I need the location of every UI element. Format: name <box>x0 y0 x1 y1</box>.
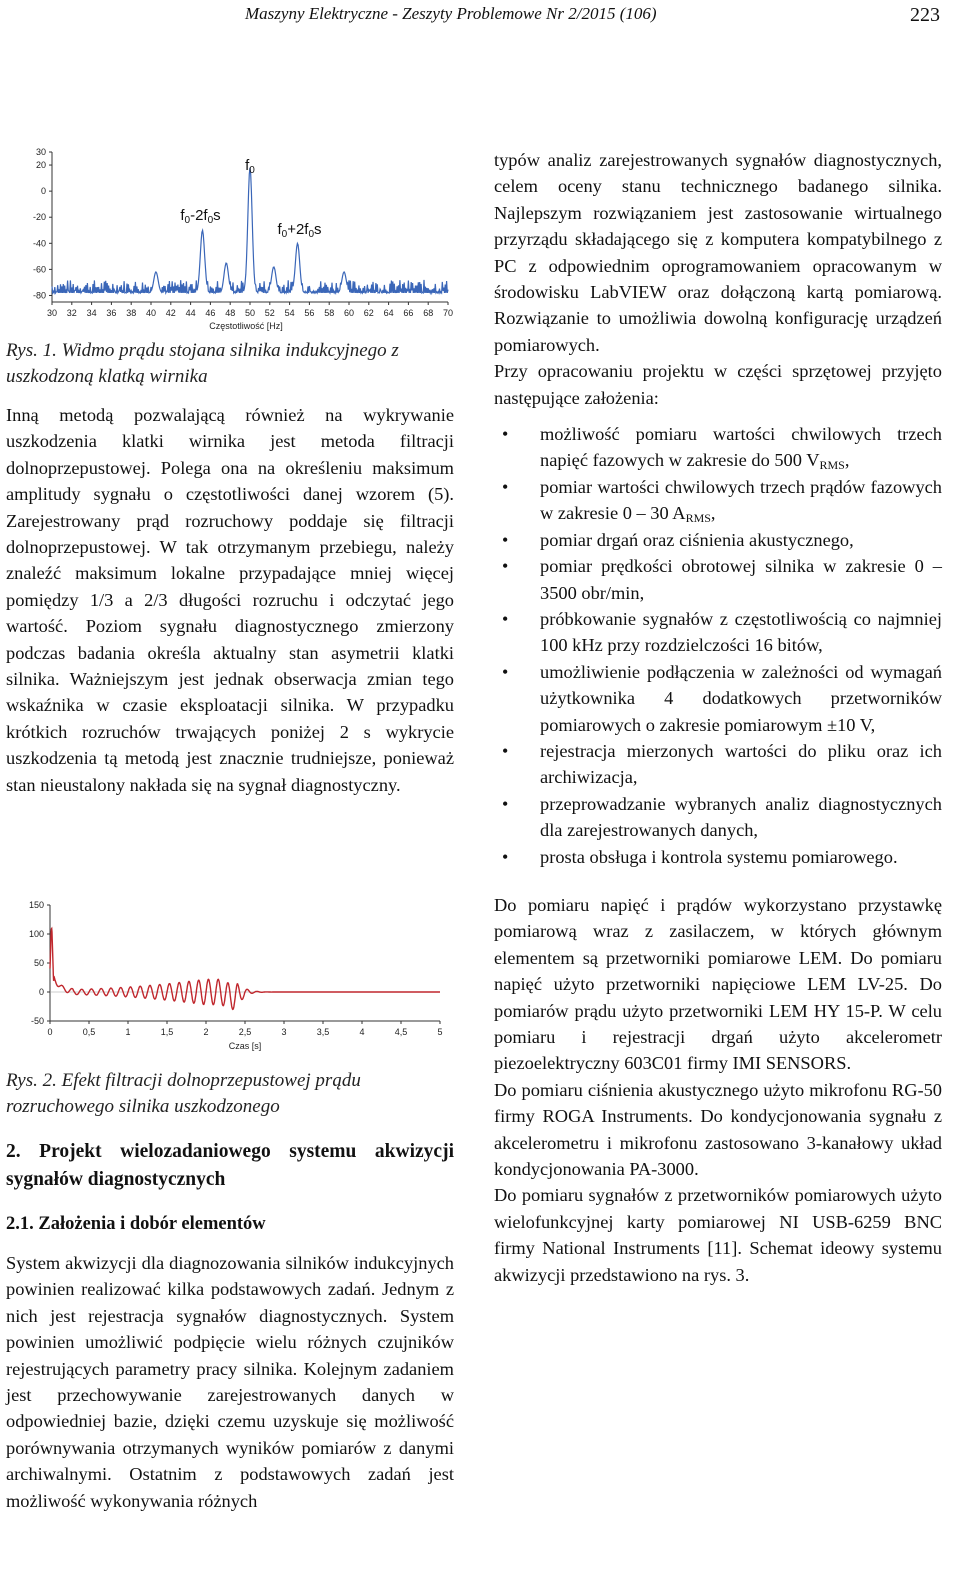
journal-title: Maszyny Elektryczne - Zeszyty Problemowe Nr 2/2015 (106) <box>245 4 657 23</box>
fig1-x-tick-label: 46 <box>205 308 216 318</box>
fig1-x-tick-label: 60 <box>343 308 355 318</box>
list-item: • pomiar drgań oraz ciśnienia akustycznego, <box>494 527 942 553</box>
fig2-x-tick-label: 5 <box>437 1027 443 1037</box>
left-para-1: Inną metodą pozwalającą również na wykrywanie uszkodzenia klatki wirnika jest metoda filtracji dolnoprzepustowej. Polega ona na określeniu maksimum amplitudy sygnału o częstotliwości danej wzorem (5). Zarejestrowany prąd rozruchowy poddaje się filtracji dolnoprzepustowej. W tak otrzymanym przebiegu, należy znaleźć maksimum lokalne przypadające mniej więcej pomiędzy 1/3 a 2/3 długości rozruchu i odczytać jego wartość. Poziom sygnału diagnostycznego zmierzony podczas badania określa aktualny stan asymetrii klatki silnika. Ważniejszym jest jednak obserwacja zmian tego wskaźnika w czasie eksploatacji silnika. W przypadku krótkich rozruchów trwających poniżej 2 s wykrycie uszkodzenia tą metodą jest znacznie trudniejsze, ponieważ stan nieustalony nakłada się na sygnał diagnostyczny. <box>6 405 454 795</box>
list-item: • pomiar wartości chwilowych trzech prądów fazowych w zakresie 0 – 30 $A_{RMS}$, <box>494 474 942 527</box>
right-para-2: Przy opracowaniu projektu w części sprzętowej przyjęto następujące założenia: <box>494 361 942 408</box>
fig2-current-line <box>50 929 440 1010</box>
fig2-y-tick-label: -50 <box>30 1016 44 1026</box>
fig1-x-ticks <box>47 302 453 318</box>
fig2-x-tick-label: 2,5 <box>238 1027 252 1037</box>
fig1-x-tick-label: 48 <box>225 308 236 318</box>
fig1-y-tick-label: -60 <box>32 264 46 275</box>
right-para-3: Do pomiaru napięć i prądów wykorzystano przystawkę pomiarową wraz z zasilaczem, w których głównym elementem są przetworniki pomiarowe LEM. Do pomiaru napięć użyto przetworniki napięciowe LEM LV-25. Do pomiarów prądu użyto przetworniki LEM HY 15-P. W celu pomiaru i rejestracji drgań użyto akcelerometr piezoelektryczny 603C01 firmy IMI SENSORS. <box>494 894 942 1074</box>
fig1-y-tick-label: 0 <box>40 186 46 197</box>
section-2-1-heading: 2.1. Założenia i dobór elementów <box>6 1214 266 1234</box>
figure-2-caption: Rys. 2. Efekt filtracji dolnoprzepustowej prądu rozruchowego silnika uszkodzonego <box>6 1070 361 1117</box>
fig2-x-tick-label: 0 <box>47 1027 53 1037</box>
list-item: • możliwość pomiaru wartości chwilowych trzech napięć fazowych w zakresie do 500 $V_{RMS}$, <box>494 421 942 474</box>
list-item: • pomiar prędkości obrotowej silnika w zakresie 0 – 3500 obr/min, <box>494 553 942 606</box>
list-item: • przeprowadzanie wybranych analiz diagnostycznych dla zarejestrowanych danych, <box>494 791 942 844</box>
figure-1-caption: Rys. 1. Widmo prądu stojana silnika indukcyjnego z uszkodzoną klatką wirnika <box>6 340 399 387</box>
fig2-x-tick-label: 1 <box>125 1027 131 1037</box>
figure-1-spectrum-chart <box>0 140 460 335</box>
fig1-x-tick-label: 56 <box>304 308 315 318</box>
page-number: 223 <box>910 4 940 26</box>
fig1-annotation: $f_0$ <box>245 157 255 176</box>
fig1-annotation: $f_0+2f_0s$ <box>277 221 322 240</box>
list-item: • prosta obsługa i kontrola systemu pomiarowego. <box>494 844 942 870</box>
fig1-x-tick-label: 62 <box>363 308 374 318</box>
fig2-axes <box>50 905 440 1021</box>
fig1-x-tick-label: 66 <box>403 308 414 318</box>
fig1-x-tick-label: 44 <box>185 308 196 318</box>
fig2-y-tick-label: 50 <box>33 958 44 968</box>
fig1-x-tick-label: 68 <box>423 308 434 318</box>
fig1-x-tick-label: 70 <box>442 308 454 318</box>
fig2-y-tick-label: 150 <box>28 900 44 910</box>
fig1-x-tick-label: 50 <box>244 308 256 318</box>
fig1-y-tick-label: 30 <box>35 147 46 157</box>
right-para-5: Do pomiaru sygnałów z przetworników pomiarowych użyto wielofunkcyjnej karty pomiarowej NI USB-6259 BNC firmy National Instruments [11]. Schemat ideowy systemu akwizycji przedstawiono na rys. 3. <box>494 1185 942 1285</box>
fig1-y-tick-label: -80 <box>32 290 46 301</box>
right-para-1: typów analiz zarejestrowanych sygnałów diagnostycznych, celem oceny stanu technicznego badanego silnika. Najlepszym rozwiązaniem jest zastosowanie wirtualnego przyrządu składającego się z komputera kompatybilnego z PC z odpowiednim oprogramowaniem opracowanym w środowisku LabVIEW oraz dołączoną kartą pomiarową. Rozwiązanie to umożliwia dowolną konfigurację urządzeń pomiarowych. <box>494 150 942 355</box>
fig1-annotation: $f_0-2f_0s$ <box>180 207 221 226</box>
fig2-y-tick-label: 0 <box>38 987 44 997</box>
fig2-y-ticks <box>29 900 50 1026</box>
fig1-x-tick-label: 32 <box>66 308 77 318</box>
left-column-lower <box>6 1138 454 1514</box>
fig2-x-tick-label: 4,5 <box>394 1027 408 1037</box>
fig1-x-tick-label: 52 <box>264 308 275 318</box>
fig1-y-ticks <box>33 147 52 300</box>
figure-2-current-chart <box>0 893 460 1055</box>
fig2-x-tick-label: 1,5 <box>160 1027 174 1037</box>
fig1-x-tick-label: 40 <box>145 308 157 318</box>
fig1-spectrum-line <box>52 168 448 293</box>
fig1-x-tick-label: 30 <box>46 308 58 318</box>
fig1-x-tick-label: 38 <box>126 308 137 318</box>
list-item: • rejestracja mierzonych wartości do pliku oraz ich archiwizacja, <box>494 738 942 791</box>
page-header <box>0 4 960 34</box>
fig1-y-tick-label: -20 <box>32 212 46 223</box>
left-column <box>6 402 454 798</box>
fig1-x-tick-label: 54 <box>284 308 295 318</box>
section-2-heading: 2. Projekt wielozadaniowego systemu akwizycji sygnałów diagnostycznych <box>6 1141 454 1190</box>
fig2-x-axis-label: Czas [s] <box>228 1041 262 1051</box>
fig1-x-tick-label: 42 <box>165 308 176 318</box>
fig1-y-tick-label: 20 <box>35 160 46 171</box>
list-item: • próbkowanie sygnałów z częstotliwością co najmniej 100 kHz przy rozdzielczości 16 bitów, <box>494 606 942 659</box>
fig2-y-tick-label: 100 <box>28 929 44 939</box>
fig1-y-tick-label: -40 <box>32 238 46 249</box>
fig2-x-tick-label: 3 <box>281 1027 287 1037</box>
fig2-x-ticks <box>47 1021 442 1037</box>
fig2-x-tick-label: 2 <box>203 1027 209 1037</box>
fig1-x-tick-label: 34 <box>86 308 97 318</box>
left-para-2: System akwizycji dla diagnozowania silników indukcyjnych powinien realizować kilka podstawowych zadań. Jednym z nich jest rejestracja sygnałów diagnostycznych. System powinien umożliwić podpięcie wielu różnych czujników rejestrujących parametry pracy silnika. Kolejnym zadaniem jest przechowywanie zarejestrowanych danych w odpowiedniej bazie, dzięki czemu uzyskuje się możliwość porównywania otrzymanych wyników pomiarów z danymi archiwalnymi. Ostatnim z podstawowych zadań jest możliwość wykonywania różnych <box>6 1253 454 1511</box>
right-para-4: Do pomiaru ciśnienia akustycznego użyto mikrofonu RG-50 firmy ROGA Instruments. Do kondycjonowania sygnału z akcelerometru i mikrofonu zastosowano 3-kanałowy układ kondycjonowania PA-3000. <box>494 1079 942 1180</box>
fig2-x-tick-label: 4 <box>359 1027 365 1037</box>
right-column <box>494 147 942 1288</box>
requirements-list <box>494 421 942 870</box>
fig1-x-axis-label: Częstotliwość [Hz] <box>209 321 283 331</box>
fig1-annotations <box>180 157 321 240</box>
fig1-x-tick-label: 58 <box>324 308 335 318</box>
fig1-x-tick-label: 36 <box>106 308 117 318</box>
fig1-x-tick-label: 64 <box>383 308 394 318</box>
fig2-x-tick-label: 3,5 <box>316 1027 330 1037</box>
fig2-x-tick-label: 0,5 <box>82 1027 96 1037</box>
list-item: • umożliwienie podłączenia w zależności od wymagań użytkownika 4 dodatkowych przetworników pomiarowych o zakresie pomiarowym ±10 V, <box>494 659 942 738</box>
